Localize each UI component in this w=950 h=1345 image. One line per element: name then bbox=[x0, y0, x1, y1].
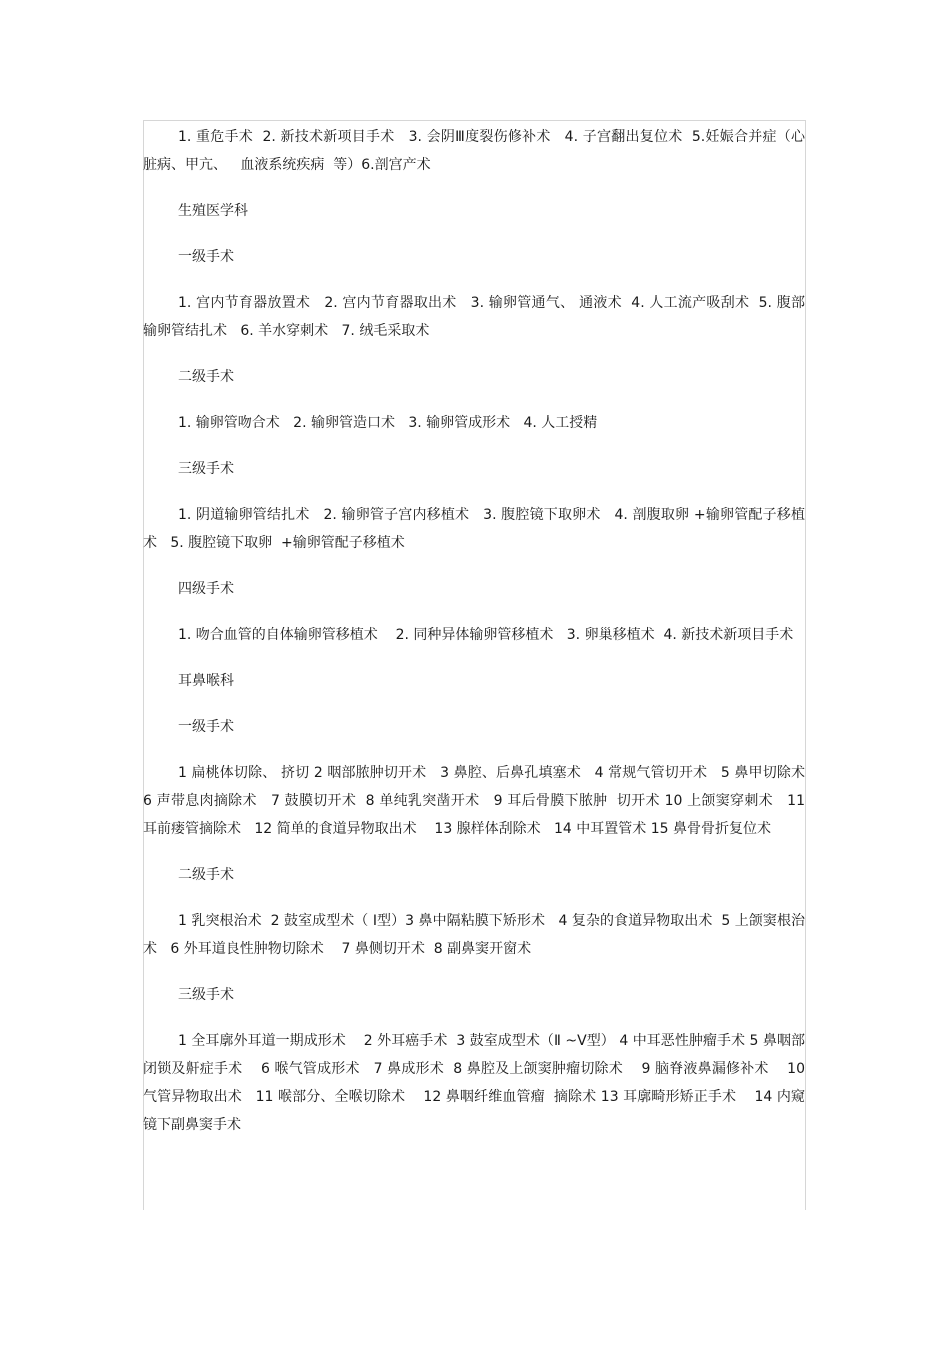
paragraph-reproductive-level1: 1. 宫内节育器放置术 2. 宫内节育器取出术 3. 输卵管通气、 通液术 4. 人工流产吸刮术 5. 腹部 输卵管结扎术 6. 羊水穿刺术 7. 绒毛采取术 bbox=[143, 295, 810, 339]
level-title-2: 二级手术 bbox=[178, 369, 234, 385]
level-title-4: 四级手术 bbox=[178, 581, 234, 597]
paragraph-reproductive-level2: 1. 输卵管吻合术 2. 输卵管造口术 3. 输卵管成形术 4. 人工授精 bbox=[178, 415, 598, 431]
paragraph-ent-level2: 1 乳突根治术 2 鼓室成型术（ Ⅰ型）3 鼻中隔粘膜下矫形术 4 复杂的食道异物取出术 5 上颌窦根治术 6 外耳道良性肿物切除术 7 鼻侧切开术 8 副鼻窦开窗术 bbox=[143, 913, 805, 957]
level-title-1: 一级手术 bbox=[178, 249, 234, 265]
level-title-2: 二级手术 bbox=[178, 867, 234, 883]
paragraph-obstetrics-level4: 1. 重危手术 2. 新技术新项目手术 3. 会阴Ⅲ度裂伤修补术 4. 子宫翻出复位术 5.妊娠合并症（心脏病、甲亢、 血液系统疾病 等）6.剖宫产术 bbox=[143, 129, 805, 173]
document-body bbox=[143, 123, 814, 1157]
level-title-3: 三级手术 bbox=[178, 987, 234, 1003]
paragraph-reproductive-level4: 1. 吻合血管的自体输卵管移植术 2. 同种异体输卵管移植术 3. 卵巢移植术 4. 新技术新项目手术 bbox=[178, 627, 794, 643]
paragraph-reproductive-level3: 1. 阴道输卵管结扎术 2. 输卵管子宫内移植术 3. 腹腔镜下取卵术 4. 剖腹取卵 +输卵管配子移植术 5. 腹腔镜下取卵 +输卵管配子移植术 bbox=[143, 507, 805, 551]
level-title-3: 三级手术 bbox=[178, 461, 234, 477]
level-title-1: 一级手术 bbox=[178, 719, 234, 735]
section-title-ent: 耳鼻喉科 bbox=[178, 673, 234, 689]
paragraph-ent-level1: 1 扁桃体切除、 挤切 2 咽部脓肿切开术 3 鼻腔、后鼻孔填塞术 4 常规气管切开术 5 鼻甲切除术 6 声带息肉摘除术 7 鼓膜切开术 8 单纯乳突凿开术 9 耳后骨膜下脓肿 切开术 10 上颌窦穿刺术 11 耳前瘘管摘除术 12 简单的食道异物取出术 13 腺样体刮除术 14 中耳置管术 15 鼻骨骨折复位术 bbox=[143, 765, 814, 837]
paragraph-ent-level3: 1 全耳廓外耳道一期成形术 2 外耳癌手术 3 鼓室成型术（Ⅱ ~Ⅴ型） 4 中耳恶性肿瘤手术 5 鼻咽部闭锁及鼾症手术 6 喉气管成形术 7 鼻成形术 8 鼻腔及上颌窦肿瘤切除术 9 脑脊液鼻漏修补术 10 气管异物取出术 11 喉部分、全喉切除术 12 鼻咽纤维血管瘤 摘除术 13 耳廓畸形矫正手术 14 内窥镜下副鼻窦手术 bbox=[143, 1033, 810, 1133]
section-title-reproductive-medicine: 生殖医学科 bbox=[178, 203, 248, 219]
